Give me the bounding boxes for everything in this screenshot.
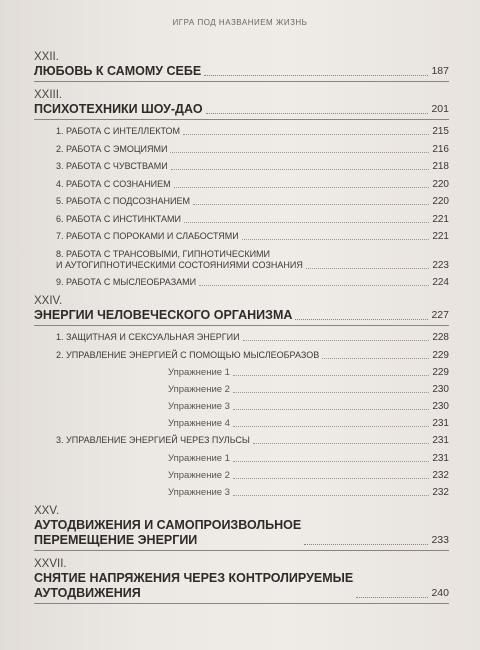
- dot-leader: [233, 461, 429, 462]
- chapter-title: [34, 102, 203, 117]
- entry-label: [56, 161, 168, 172]
- chapter-row: [34, 571, 449, 604]
- entry-label: [56, 435, 250, 446]
- entry-label: [56, 231, 239, 242]
- entry-page-number: 221: [432, 213, 449, 225]
- dot-leader: [306, 268, 429, 269]
- dot-leader: [243, 340, 430, 341]
- dot-leader: [174, 187, 430, 188]
- entry-label-line: 8. РАБОТА С ТРАНСОВЫМИ, ГИПНОТИЧЕСКИМИ: [56, 248, 271, 259]
- dot-leader: [356, 597, 428, 598]
- chapter-title: [34, 64, 201, 79]
- dot-leader: [233, 426, 429, 427]
- dot-leader: [233, 375, 429, 376]
- entry-label: [56, 249, 303, 271]
- exercise-label: Упражнение 3: [168, 401, 230, 412]
- entry-label-line: 6. РАБОТА С ИНСТИНКТАМИ: [56, 213, 181, 224]
- chapter-title-line: ПСИХОТЕХНИКИ ШОУ-ДАО: [34, 102, 203, 116]
- toc-entry: [56, 277, 449, 288]
- entry-label-line: 1. ЗАЩИТНАЯ И СЕКСУАЛЬНАЯ ЭНЕРГИИ: [56, 332, 240, 342]
- exercise-page-number: 232: [432, 469, 449, 481]
- chapter-title-line: СНЯТИЕ НАПРЯЖЕНИЯ ЧЕРЕЗ КОНТРОЛИРУЕМЫЕ: [34, 570, 354, 585]
- entry-page-number: 231: [432, 435, 449, 446]
- exercise-page-number: 230: [432, 401, 449, 412]
- entry-label-line: 4. РАБОТА С СОЗНАНИЕМ: [56, 178, 171, 189]
- toc-entry: [56, 332, 449, 343]
- chapter-title: [34, 571, 353, 601]
- entry-label-line: 2. РАБОТА С ЭМОЦИЯМИ: [56, 143, 168, 154]
- toc-exercise: [168, 418, 449, 429]
- entry-label: [56, 350, 319, 361]
- chapter-title-line: ЛЮБОВЬ К САМОМУ СЕБЕ: [34, 64, 202, 78]
- running-head: ИГРА ПОД НАЗВАНИЕМ ЖИЗНЬ: [172, 18, 308, 27]
- exercise-label: Упражнение 2: [168, 469, 230, 481]
- entry-label-line: И АУТОГИПНОТИЧЕСКИМИ СОСТОЯНИЯМИ СОЗНАНИЯ: [56, 259, 303, 270]
- chapter-title-line: ЭНЕРГИИ ЧЕЛОВЕЧЕСКОГО ОРГАНИЗМА: [34, 308, 293, 322]
- exercise-page-number: 232: [432, 486, 449, 498]
- toc-exercise: [168, 487, 449, 498]
- exercise-label: Упражнение 1: [168, 452, 230, 464]
- chapter-numeral: XXII.: [34, 51, 59, 63]
- entry-label-line: 2. УПРАВЛЕНИЕ ЭНЕРГИЕЙ С ПОМОЩЬЮ МЫСЛЕОБРАЗОВ: [56, 349, 320, 360]
- chapter-row: [34, 308, 449, 326]
- dot-leader: [233, 478, 429, 479]
- chapter-row: [34, 518, 449, 551]
- entry-page-number: 215: [432, 126, 449, 137]
- chapter-numeral: XXV.: [34, 504, 60, 517]
- exercise-label: Упражнение 4: [168, 418, 230, 429]
- exercise-label: Упражнение 1: [168, 367, 230, 378]
- entry-label-line: 1. РАБОТА С ИНТЕЛЛЕКТОМ: [56, 126, 181, 136]
- chapter-title: [34, 518, 301, 548]
- toc-section: [34, 294, 449, 498]
- entry-page-number: 218: [432, 161, 449, 172]
- entry-label: [56, 277, 196, 288]
- entry-page-number: 228: [432, 332, 449, 343]
- toc-section: [34, 504, 449, 551]
- toc-section: [34, 88, 449, 288]
- entry-label: [56, 332, 240, 343]
- entry-label-line: 3. УПРАВЛЕНИЕ ЭНЕРГИЕЙ ЧЕРЕЗ ПУЛЬСЫ: [56, 435, 250, 445]
- entry-label-line: 3. РАБОТА С ЧУВСТВАМИ: [56, 161, 168, 171]
- dot-leader: [184, 222, 429, 223]
- dot-leader: [183, 134, 429, 135]
- dot-leader: [233, 392, 429, 393]
- chapter-numeral: XXVII.: [34, 557, 67, 570]
- dot-leader: [233, 495, 429, 496]
- dot-leader: [171, 169, 430, 170]
- toc-exercise: [168, 367, 449, 378]
- chapter-page-number: 227: [431, 309, 449, 321]
- exercise-page-number: 231: [432, 418, 449, 429]
- chapter-page-number: 233: [431, 533, 449, 546]
- entry-label-line: 7. РАБОТА С ПОРОКАМИ И СЛАБОСТЯМИ: [56, 231, 239, 241]
- toc-entry: [56, 126, 449, 137]
- entry-label: [56, 214, 181, 225]
- chapter-row: [34, 64, 449, 82]
- chapter-title-line: АУТОДВИЖЕНИЯ И САМОПРОИЗВОЛЬНОЕ: [34, 517, 302, 532]
- toc-entry: [56, 350, 449, 361]
- dot-leader: [233, 409, 429, 410]
- dot-leader: [193, 204, 429, 205]
- entry-label: [56, 196, 190, 207]
- dot-leader: [322, 358, 429, 359]
- dot-leader: [295, 319, 428, 320]
- toc-entry: [56, 196, 449, 207]
- toc-entry: [56, 144, 449, 155]
- entry-page-number: 221: [432, 231, 449, 242]
- dot-leader: [204, 75, 428, 76]
- entry-page-number: 229: [432, 349, 449, 361]
- toc-section: [34, 50, 449, 82]
- entry-label: [56, 179, 171, 190]
- toc-exercise: [168, 401, 449, 412]
- exercise-page-number: 229: [432, 367, 449, 378]
- toc-exercise: [168, 470, 449, 481]
- dot-leader: [253, 443, 429, 444]
- chapter-title-line: АУТОДВИЖЕНИЯ: [34, 585, 141, 600]
- entry-page-number: 220: [432, 196, 449, 207]
- exercise-page-number: 231: [432, 452, 449, 464]
- exercise-label: Упражнение 2: [168, 384, 230, 395]
- exercise-page-number: 230: [432, 384, 449, 395]
- chapter-row: [34, 102, 449, 120]
- entry-label-line: 9. РАБОТА С МЫСЛЕОБРАЗАМИ: [56, 276, 197, 287]
- toc-entry: [56, 214, 449, 225]
- toc-entry: [56, 249, 449, 271]
- toc-exercise: [168, 453, 449, 464]
- chapter-title: [34, 308, 292, 323]
- dot-leader: [206, 113, 429, 114]
- chapter-title-line: ПЕРЕМЕЩЕНИЕ ЭНЕРГИИ: [34, 532, 198, 547]
- toc-entry: [56, 161, 449, 172]
- entry-label: [56, 126, 180, 137]
- dot-leader: [242, 239, 430, 240]
- toc-entry: [56, 231, 449, 242]
- entry-page-number: 220: [432, 178, 449, 190]
- dot-leader: [199, 285, 429, 286]
- entry-page-number: 216: [432, 143, 449, 155]
- table-of-contents: [34, 50, 449, 610]
- entry-page-number: 224: [432, 276, 449, 288]
- entry-page-number: 223: [432, 259, 449, 271]
- chapter-page-number: 240: [431, 586, 449, 599]
- chapter-page-number: 187: [431, 65, 449, 77]
- toc-section: [34, 557, 449, 604]
- entry-label: [56, 144, 167, 155]
- entry-label-line: 5. РАБОТА С ПОДСОЗНАНИЕМ: [56, 196, 190, 206]
- toc-entry: [56, 435, 449, 446]
- dot-leader: [304, 544, 428, 545]
- exercise-label: Упражнение 3: [168, 486, 230, 498]
- chapter-page-number: 201: [431, 103, 449, 115]
- chapter-numeral: XXIII.: [34, 89, 63, 101]
- chapter-numeral: XXIV.: [34, 295, 63, 307]
- toc-exercise: [168, 384, 449, 395]
- dot-leader: [170, 152, 429, 153]
- toc-entry: [56, 179, 449, 190]
